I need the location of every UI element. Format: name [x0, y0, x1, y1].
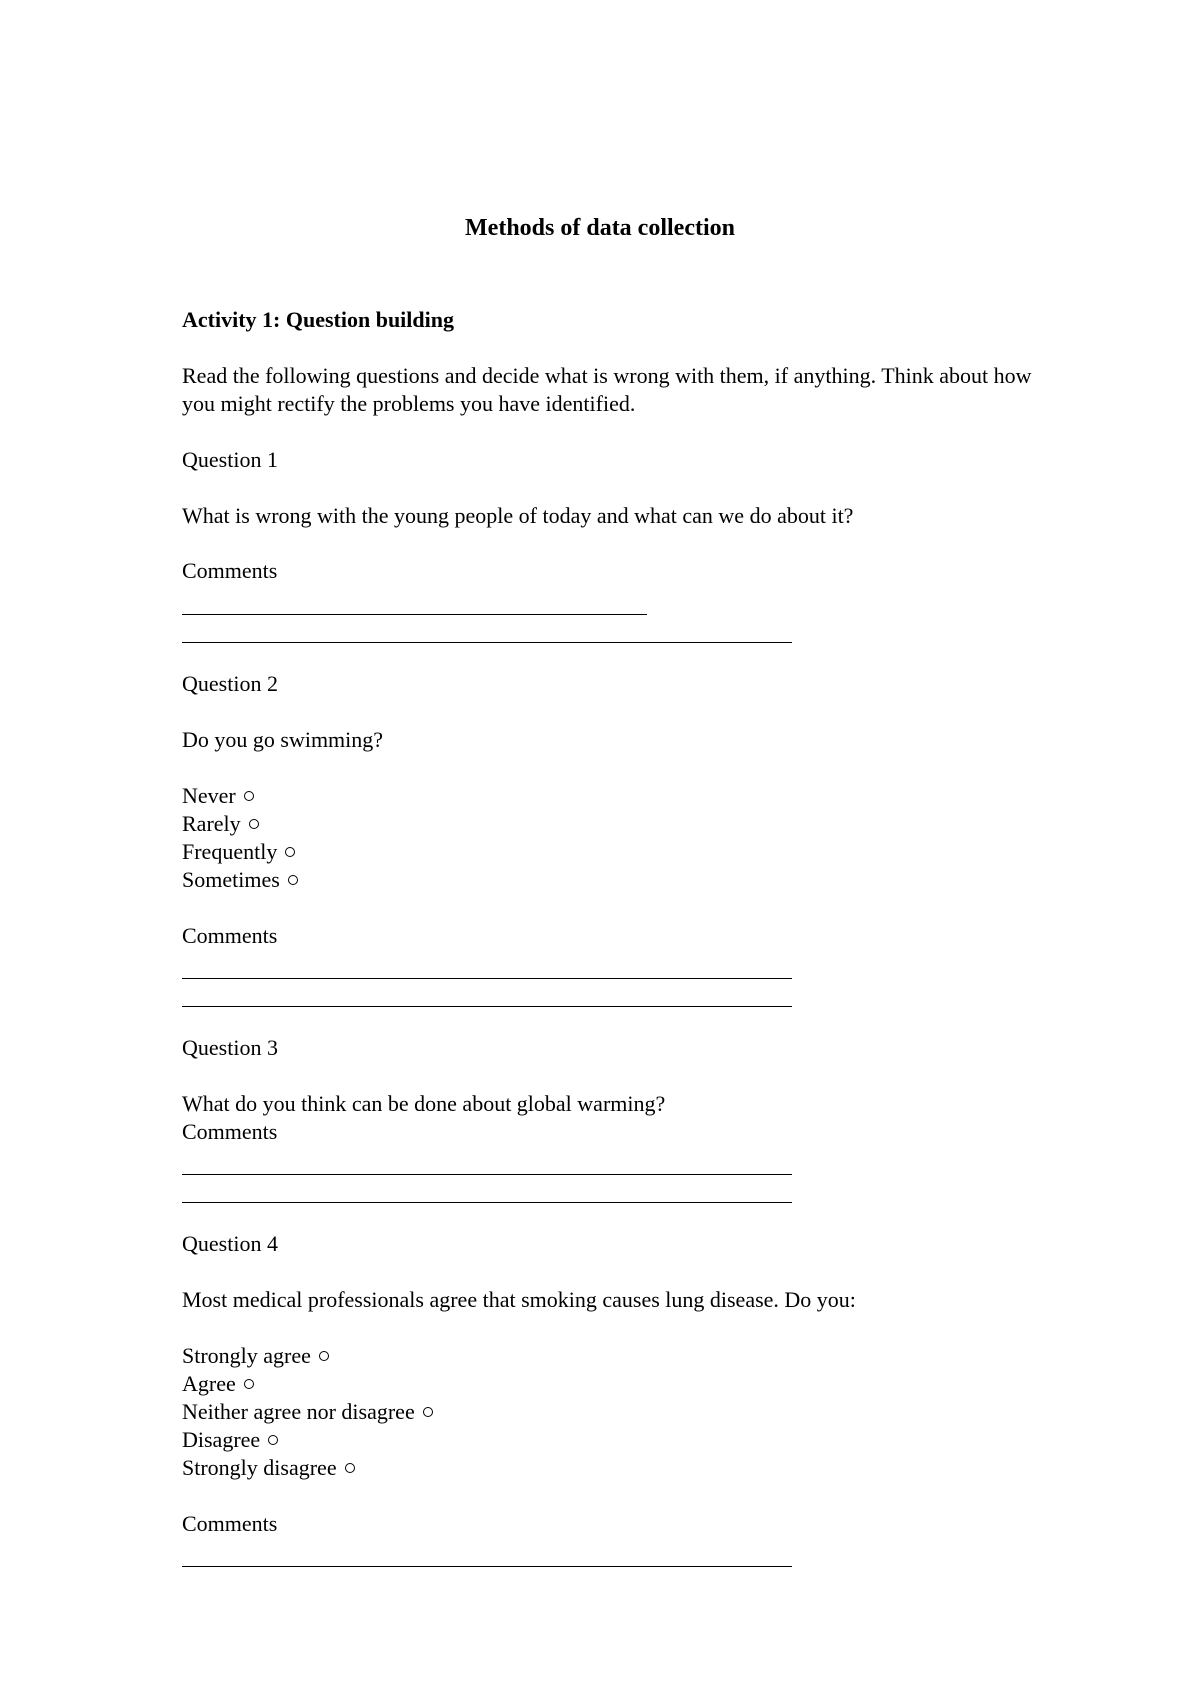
radio-circle-icon[interactable]	[268, 1435, 278, 1445]
question-2-option[interactable]	[182, 838, 295, 866]
radio-circle-icon[interactable]	[249, 819, 259, 829]
option-label: Frequently	[182, 839, 278, 864]
question-2-option[interactable]	[182, 782, 254, 810]
radio-circle-icon[interactable]	[319, 1351, 329, 1361]
question-2-answer-line-2[interactable]	[182, 1006, 792, 1007]
question-2-answer-line-1[interactable]	[182, 978, 792, 979]
activity-heading: Activity 1: Question building	[182, 307, 454, 332]
question-3-text: What do you think can be done about global warming?	[182, 1091, 666, 1116]
question-4-option[interactable]	[182, 1426, 278, 1454]
radio-circle-icon[interactable]	[423, 1407, 433, 1417]
question-1-comments-label: Comments	[182, 558, 278, 583]
option-label: Strongly disagree	[182, 1455, 337, 1480]
question-2-text: Do you go swimming?	[182, 727, 384, 752]
instructions-paragraph: Read the following questions and decide what is wrong with them, if anything. Think about how you might rectify the problems you have identified.	[182, 363, 1032, 416]
question-1-label: Question 1	[182, 447, 278, 472]
option-label: Sometimes	[182, 867, 280, 892]
question-2-option[interactable]	[182, 810, 259, 838]
question-2-option[interactable]	[182, 866, 298, 894]
option-label: Disagree	[182, 1427, 261, 1452]
option-label: Neither agree nor disagree	[182, 1399, 415, 1424]
question-4-option[interactable]	[182, 1454, 355, 1482]
question-4-label: Question 4	[182, 1231, 278, 1256]
option-label: Agree	[182, 1371, 236, 1396]
radio-circle-icon[interactable]	[288, 875, 298, 885]
option-label: Never	[182, 783, 236, 808]
question-4-text: Most medical professionals agree that smoking causes lung disease. Do you:	[182, 1287, 856, 1312]
question-4-option[interactable]	[182, 1398, 433, 1426]
question-3-answer-line-1[interactable]	[182, 1174, 792, 1175]
radio-circle-icon[interactable]	[244, 1379, 254, 1389]
radio-circle-icon[interactable]	[285, 847, 295, 857]
question-4-option[interactable]	[182, 1370, 254, 1398]
question-3-comments-label: Comments	[182, 1119, 278, 1144]
question-3-answer-line-2[interactable]	[182, 1202, 792, 1203]
question-2-label: Question 2	[182, 671, 278, 696]
question-4-option[interactable]	[182, 1342, 329, 1370]
question-4-comments-label: Comments	[182, 1511, 278, 1536]
radio-circle-icon[interactable]	[244, 791, 254, 801]
option-label: Rarely	[182, 811, 241, 836]
radio-circle-icon[interactable]	[345, 1463, 355, 1473]
question-1-answer-line-2[interactable]	[182, 642, 792, 643]
question-3-label: Question 3	[182, 1035, 278, 1060]
question-1-text: What is wrong with the young people of today and what can we do about it?	[182, 503, 854, 528]
question-2-comments-label: Comments	[182, 923, 278, 948]
page-title: Methods of data collection	[465, 215, 735, 241]
question-4-answer-line-1[interactable]	[182, 1566, 792, 1567]
option-label: Strongly agree	[182, 1343, 311, 1368]
question-1-answer-line-1[interactable]	[182, 614, 647, 615]
